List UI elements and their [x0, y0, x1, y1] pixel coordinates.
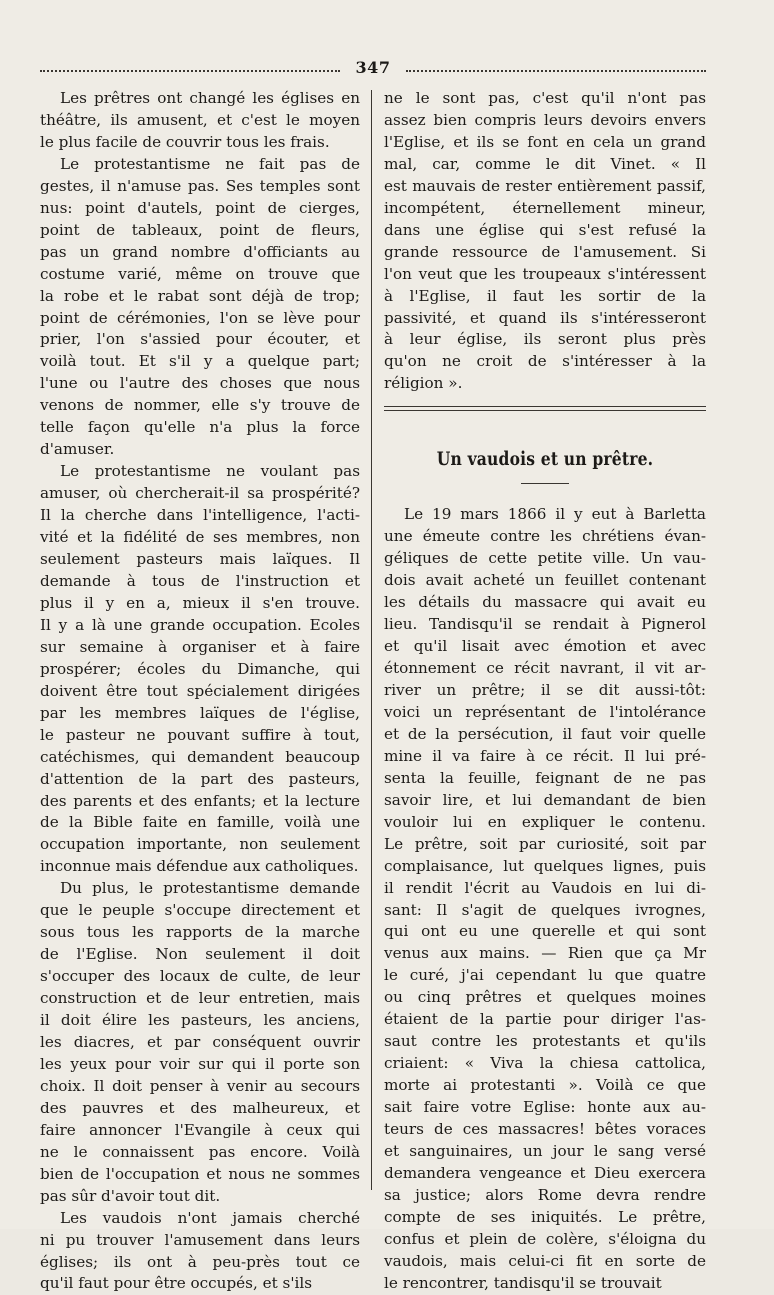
right-column-top	[384, 88, 706, 395]
text-line: mal, car, comme le dit Vinet. « Il	[384, 154, 706, 173]
text-line: s'occuper des locaux de culte, de leur	[40, 967, 360, 986]
text-line: Les prêtres ont changé les églises en	[60, 89, 360, 107]
text-line: qu'on ne croit de s'intéresser à la	[384, 352, 706, 371]
text-line: catéchismes, qui demandent beaucoup	[40, 747, 360, 766]
text-line: mine il va faire à ce récit. Il lui pré-	[384, 746, 706, 765]
text-line: une émeute contre les chrétiens évan-	[384, 527, 706, 546]
text-line: Il la cherche dans l'intelligence, l'acti-	[40, 506, 360, 525]
text-line: le curé, j'ai cependant lu que quatre	[384, 966, 706, 985]
text-line: étonnement ce récit navrant, il vit ar-	[384, 659, 706, 678]
text-line: vité et la fidélité de ses membres, non	[40, 528, 360, 547]
text-line: demandera vengeance et Dieu exercera	[384, 1163, 706, 1182]
text-line: d'amuser.	[40, 440, 115, 459]
header-rule-right	[406, 70, 706, 72]
text-line: pas sûr d'avoir tout dit.	[40, 1186, 221, 1205]
text-line: théâtre, ils amusent, et c'est le moyen	[40, 110, 360, 129]
text-line: plus il y en a, mieux il s'en trouve.	[40, 593, 360, 612]
text-line: la robe et le rabat sont déjà de trop;	[40, 286, 360, 305]
text-line: prospérer; écoles du Dimanche, qui	[40, 659, 360, 678]
text-line: passivité, et quand ils s'intéresseront	[384, 308, 706, 327]
text-line: vaudois, mais celui-ci fit en sorte de	[384, 1251, 706, 1270]
text-line: nus: point d'autels, point de cierges,	[40, 198, 360, 217]
text-line: occupation importante, non seulement	[40, 835, 360, 854]
text-line: Du plus, le protestantisme demande	[60, 879, 360, 898]
text-line: qui ont eu une querelle et qui sont	[384, 922, 706, 941]
text-line: grande ressource de l'amusement. Si	[384, 242, 706, 261]
text-line: les diacres, et par conséquent ouvrir	[40, 1032, 360, 1051]
text-line: le plus facile de couvrir tous les frais.	[40, 132, 330, 151]
text-line: choix. Il doit penser à venir au secours	[40, 1076, 360, 1095]
text-line: dans une église qui s'est refusé la	[384, 220, 706, 239]
text-line: le pasteur ne pouvant suffire à tout,	[40, 725, 360, 744]
text-line: étaient de la partie pour diriger l'as-	[384, 1010, 706, 1029]
text-line: telle façon qu'elle n'a plus la force	[40, 418, 360, 437]
text-line: voici un représentant de l'intolérance	[384, 702, 706, 721]
left-column	[40, 88, 360, 1295]
text-line: seulement pasteurs mais laïques. Il	[40, 550, 360, 569]
text-line: qu'il faut pour être occupés, et s'ils	[40, 1274, 313, 1293]
text-line: sa justice; alors Rome devra rendre	[384, 1185, 706, 1204]
text-line: criaient: « Viva la chiesa cattolica,	[384, 1054, 706, 1073]
text-line: savoir lire, et lui demandant de bien	[384, 790, 706, 809]
text-line: Il y a là une grande occupation. Ecoles	[40, 615, 360, 634]
section-double-rule	[384, 401, 706, 417]
text-line: costume varié, même on trouve que	[40, 264, 360, 283]
text-line: d'attention de la part des pasteurs,	[40, 769, 360, 788]
page-header	[40, 58, 706, 82]
text-line: ou cinq prêtres et quelques moines	[384, 988, 706, 1007]
text-line: pas un grand nombre d'officiants au	[40, 242, 360, 261]
text-line: Le 19 mars 1866 il y eut à Barletta	[404, 505, 706, 524]
text-line: Les vaudois n'ont jamais cherché	[60, 1208, 360, 1227]
text-line: Le protestantisme ne fait pas de	[60, 154, 360, 173]
text-line: teurs de ces massacres! bêtes voraces	[384, 1120, 706, 1139]
text-line: sait faire votre Eglise: honte aux au-	[384, 1098, 706, 1117]
text-line: river un prêtre; il se dit aussi-tôt:	[384, 680, 706, 699]
column-divider	[371, 90, 372, 1190]
text-line: faire annoncer l'Evangile à ceux qui	[40, 1120, 360, 1139]
text-line: voilà tout. Et s'il y a quelque part;	[40, 352, 360, 371]
text-line: sur semaine à organiser et à faire	[40, 637, 360, 656]
text-line: bien de l'occupation et nous ne sommes	[40, 1164, 360, 1183]
text-line: amuser, où chercherait-il sa prospérité?	[40, 484, 360, 503]
text-line: sant: Il s'agit de quelques ivrognes,	[384, 900, 706, 919]
text-line: compte de ses iniquités. Le prêtre,	[384, 1207, 706, 1226]
text-line: et sanguinaires, un jour le sang versé	[384, 1141, 706, 1160]
text-line: point de cérémonies, l'on se lève pour	[40, 308, 360, 327]
text-line: vouloir lui en expliquer le contenu.	[384, 812, 706, 831]
text-line: venons de nommer, elle s'y trouve de	[40, 396, 360, 415]
text-line: les détails du massacre qui avait eu	[384, 593, 706, 612]
text-line: géliques de cette petite ville. Un vau-	[384, 549, 706, 568]
text-line: de la Bible faite en famille, voilà une	[40, 813, 360, 832]
text-line: gestes, il n'amuse pas. Ses temples sont	[40, 176, 360, 195]
text-line: à leur église, ils seront plus près	[384, 330, 706, 349]
text-line: venus aux mains. — Rien que ça Mr	[384, 944, 706, 963]
text-line: morte ai protestanti ». Voilà ce que	[384, 1076, 706, 1095]
text-line: et de la persécution, il faut voir quelle	[384, 724, 706, 743]
text-line: des pauvres et des malheureux, et	[40, 1098, 360, 1117]
text-line: confus et plein de colère, s'éloigna du	[384, 1229, 706, 1248]
text-line: par les membres laïques de l'église,	[40, 703, 360, 722]
text-line: point de tableaux, point de fleurs,	[40, 220, 360, 239]
page-number: 347	[355, 58, 391, 77]
text-line: senta la feuille, feignant de ne pas	[384, 768, 706, 787]
text-line: il rendit l'écrit au Vaudois en lui di-	[384, 878, 706, 897]
text-line: l'une ou l'autre des choses que nous	[40, 374, 360, 393]
text-line: ne le connaissent pas encore. Voilà	[40, 1142, 360, 1161]
text-line: lieu. Tandisqu'il se rendait à Pignerol	[384, 615, 706, 634]
text-line: l'Eglise, et ils se font en cela un grand	[384, 132, 706, 151]
text-line: incompétent, éternellement mineur,	[384, 198, 706, 217]
text-line: inconnue mais défendue aux catholiques.	[40, 857, 359, 876]
article-title: Un vaudois et un prêtre.	[436, 448, 654, 471]
text-line: Le prêtre, soit par curiosité, soit par	[384, 834, 706, 853]
text-line: construction et de leur entretien, mais	[40, 989, 360, 1008]
right-column-bottom	[384, 504, 706, 1294]
text-line: églises; ils ont à peu-près tout ce	[40, 1252, 360, 1271]
text-line: prier, l'on s'assied pour écouter, et	[40, 330, 360, 349]
header-rule-left	[40, 70, 340, 72]
text-line: sous tous les rapports de la marche	[40, 923, 360, 942]
text-line: l'on veut que les troupeaux s'intéressent	[384, 264, 706, 283]
text-line: est mauvais de rester entièrement passif,	[384, 176, 706, 195]
text-line: des parents et des enfants; et la lecture	[40, 791, 360, 810]
title-underline	[521, 483, 569, 484]
text-line: le rencontrer, tandisqu'il se trouvait	[384, 1273, 662, 1292]
right-column	[384, 88, 706, 1295]
text-line: dois avait acheté un feuillet contenant	[384, 571, 706, 590]
text-line: doivent être tout spécialement dirigées	[40, 681, 360, 700]
text-line: ni pu trouver l'amusement dans leurs	[40, 1230, 360, 1249]
text-line: assez bien compris leurs devoirs envers	[384, 110, 706, 129]
text-line: il doit élire les pasteurs, les anciens,	[40, 1011, 360, 1030]
text-line: à l'Eglise, il faut les sortir de la	[384, 286, 706, 305]
text-line: demande à tous de l'instruction et	[40, 571, 360, 590]
text-line: que le peuple s'occupe directement et	[40, 901, 360, 920]
text-line: Le protestantisme ne voulant pas	[60, 462, 360, 481]
text-line: et qu'il lisait avec émotion et avec	[384, 637, 706, 656]
text-line: réligion ».	[384, 374, 463, 393]
text-line: les yeux pour voir sur qui il porte son	[40, 1054, 360, 1073]
text-line: saut contre les protestants et qu'ils	[384, 1032, 706, 1051]
text-line: de l'Eglise. Non seulement il doit	[40, 945, 360, 964]
text-line: ne le sont pas, c'est qu'il n'ont pas	[384, 89, 706, 107]
text-line: complaisance, lut quelques lignes, puis	[384, 856, 706, 875]
